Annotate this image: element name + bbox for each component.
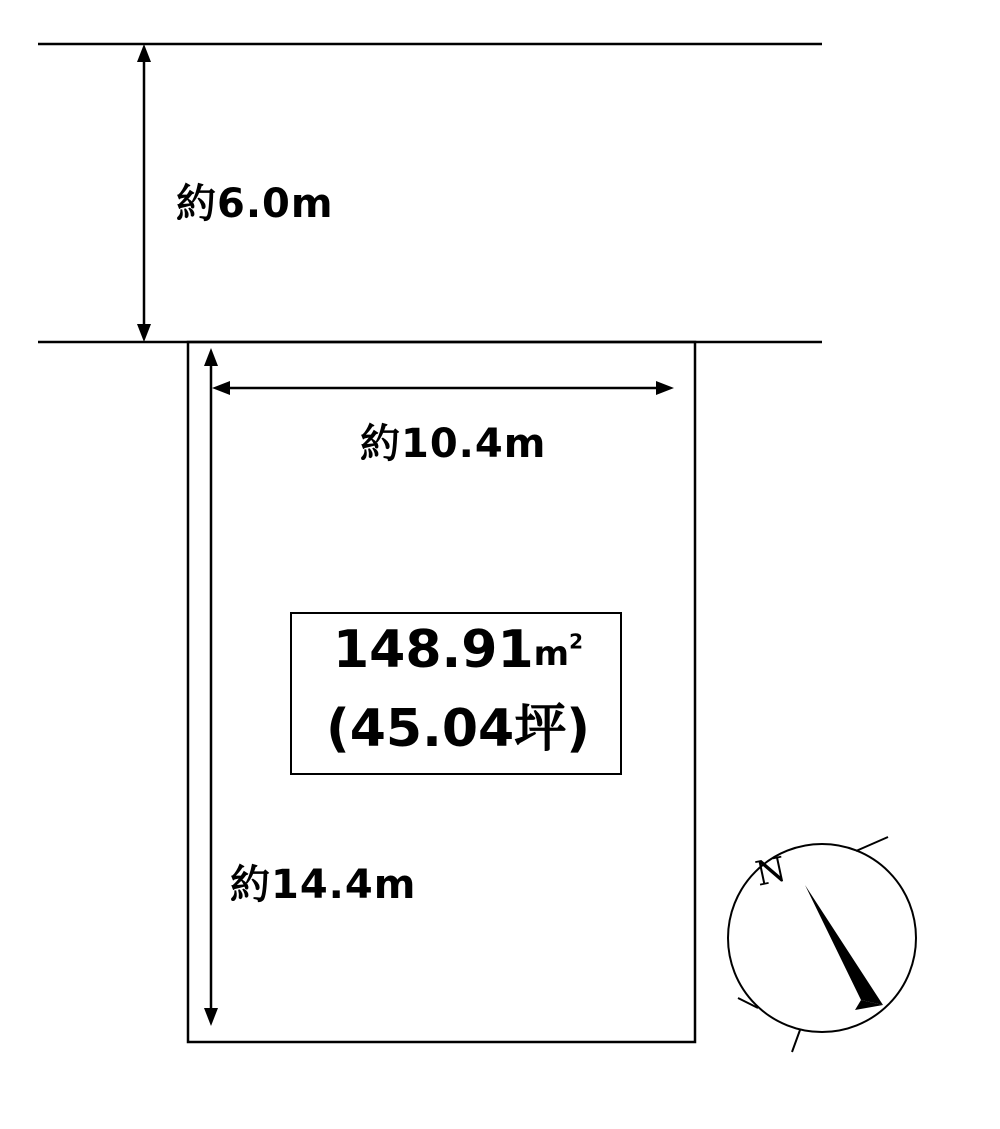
area-sqm-value: 148.91 (332, 620, 534, 680)
compass-needle (805, 885, 883, 1005)
area-sqm-unit: m (533, 634, 570, 674)
plot-depth-arrow-head-bottom (204, 1008, 218, 1026)
area-square-meters (292, 620, 624, 680)
plot-width-label: 約10.4m (360, 421, 547, 467)
compass-tick-bottom (792, 1030, 800, 1052)
plot-depth-label: 約14.4m (230, 862, 417, 908)
area-tsubo: (45.04坪) (325, 699, 590, 759)
road-depth-label: 約6.0m (176, 181, 334, 227)
area-sqm-unit-exponent: 2 (569, 629, 584, 654)
compass-north-letter: N (752, 849, 790, 895)
compass-tick-top-right (856, 837, 888, 851)
area-callout-box (290, 612, 622, 775)
road-depth-arrow-head-top (137, 44, 151, 62)
plot-width-arrow-head-right (656, 381, 674, 395)
plot-depth-arrow-head-top (204, 348, 218, 366)
plot-width-arrow-head-left (212, 381, 230, 395)
road-depth-arrow-head-bottom (137, 324, 151, 342)
